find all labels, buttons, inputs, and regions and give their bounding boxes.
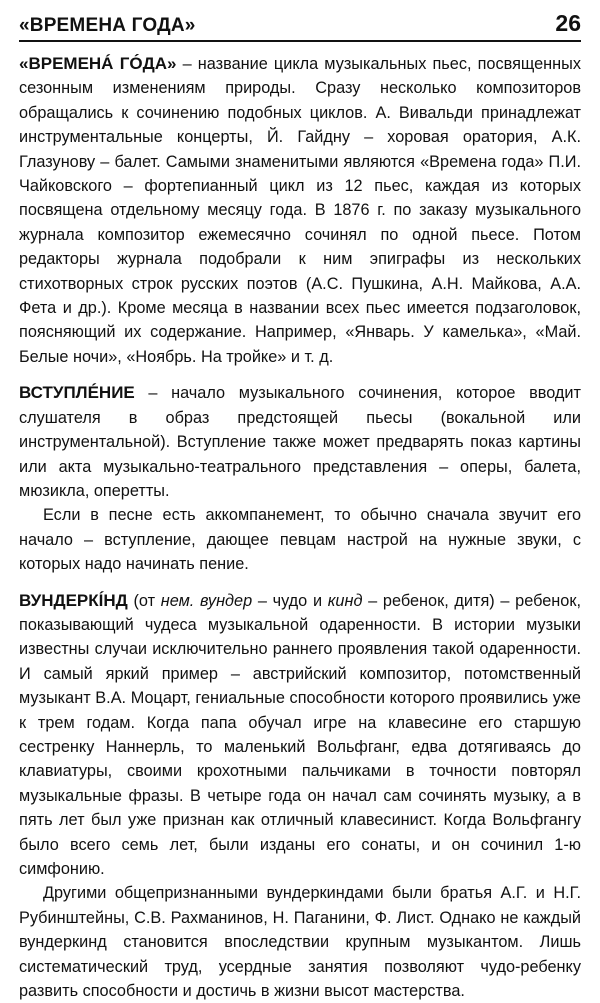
running-title: «ВРЕМЕНА ГОДА» <box>19 15 196 36</box>
entry-vunderkind <box>19 589 581 1003</box>
page-content <box>19 52 581 1003</box>
entry-text: – название цикла музыкальных пьес, посвященных сезонным изменениям природы. Сразу несколько композиторов обращались к сочинению подобных циклов. А. Вивальди принадлежат инструментальные концерты, Й. Гайдну – хоровая оратория, А.К. Глазунову – балет. Самыми знаменитыми являются «Времена года» П.И. Чайковского – фортепианный цикл из 12 пьес, каждая из которых посвящена отдельному месяцу года. В 1876 г. по заказу музыкального журнала композитор ежемесячно сочинял по одной пьесе. Потом редакторы журнала подобрали к ним эпиграфы из нескольких стихотворных строк русских поэтов (А.С. Пушкина, А.Н. Майкова, А.А. Фета и др.). Кроме месяца в названии всех пьес имеется подзаголовок, поясняющий их содержание. Например, «Январь. У камелька», «Май. Белые ночи», «Ноябрь. На тройке» и т. д. <box>19 55 581 366</box>
entry-vremena-goda <box>19 52 581 369</box>
paragraph: Другими общепризнанными вундеркиндами были братья А.Г. и Н.Г. Рубинштейны, С.В. Рахманинов, Н. Паганини, Ф. Лист. Однако не каждый вундеркинд становится впоследствии крупным музыкантом. Лишь систематический труд, усердные занятия позволяют чудо-ребенку развить способности и достичь в жизни высот мастерства. <box>19 884 581 1001</box>
entry-text: – начало музыкального сочинения, которое вводит слушателя в образ предстоящей пьесы (вокальной или инструментальной). Вступление также может предварять показ картины или акта музыкально-театрального представления – оперы, балета, мюзикла, оперетты. <box>19 384 581 500</box>
entry-text: (от <box>127 591 161 610</box>
entry-vstuplenie <box>19 381 581 576</box>
paragraph <box>19 589 581 882</box>
entry-term: ВУНДЕРКÍНД <box>19 590 128 610</box>
entry-text: – ребенок, дитя) – ребенок, показывающий чудеса музыкальной одаренности. В истории музыки известны случаи исключительно раннего проявления такой одаренности. И самый яркий пример – австрийский композитор, потомственный музыкант В.А. Моцарт, гениальные способности которого проявились уже к трем годам. Когда папа обучал игре на клавесине его старшую сестренку Наннерль, то маленький Вольфганг, едва дотягиваясь до клавиатуры, своими крохотными пальчиками в точности повторял музыкальные фразы. В четыре года он начал сам сочинять музыку, а в пять лет был уже признан как отличный клавесинист. Когда Вольфгангу было всего семь лет, были изданы его сонаты, и он сочинил 1-ю симфонию. <box>19 591 581 878</box>
entry-text-italic: нем. вундер <box>160 591 253 610</box>
paragraph <box>19 381 581 503</box>
paragraph <box>19 52 581 369</box>
entry-term: ВСТУПЛÉНИЕ <box>19 383 135 403</box>
entry-text: – чудо и <box>252 591 328 610</box>
entry-text-italic: кинд <box>327 591 363 610</box>
page-number: 26 <box>555 10 581 36</box>
page-header <box>19 12 581 42</box>
paragraph: Если в песне есть аккомпанемент, то обычно сначала звучит его начало – вступление, дающее певцам настрой на нужные звуки, с которых надо начинать пение. <box>19 506 581 574</box>
entry-term: «ВРЕМЕНÁ ГÓДА» <box>19 54 177 73</box>
